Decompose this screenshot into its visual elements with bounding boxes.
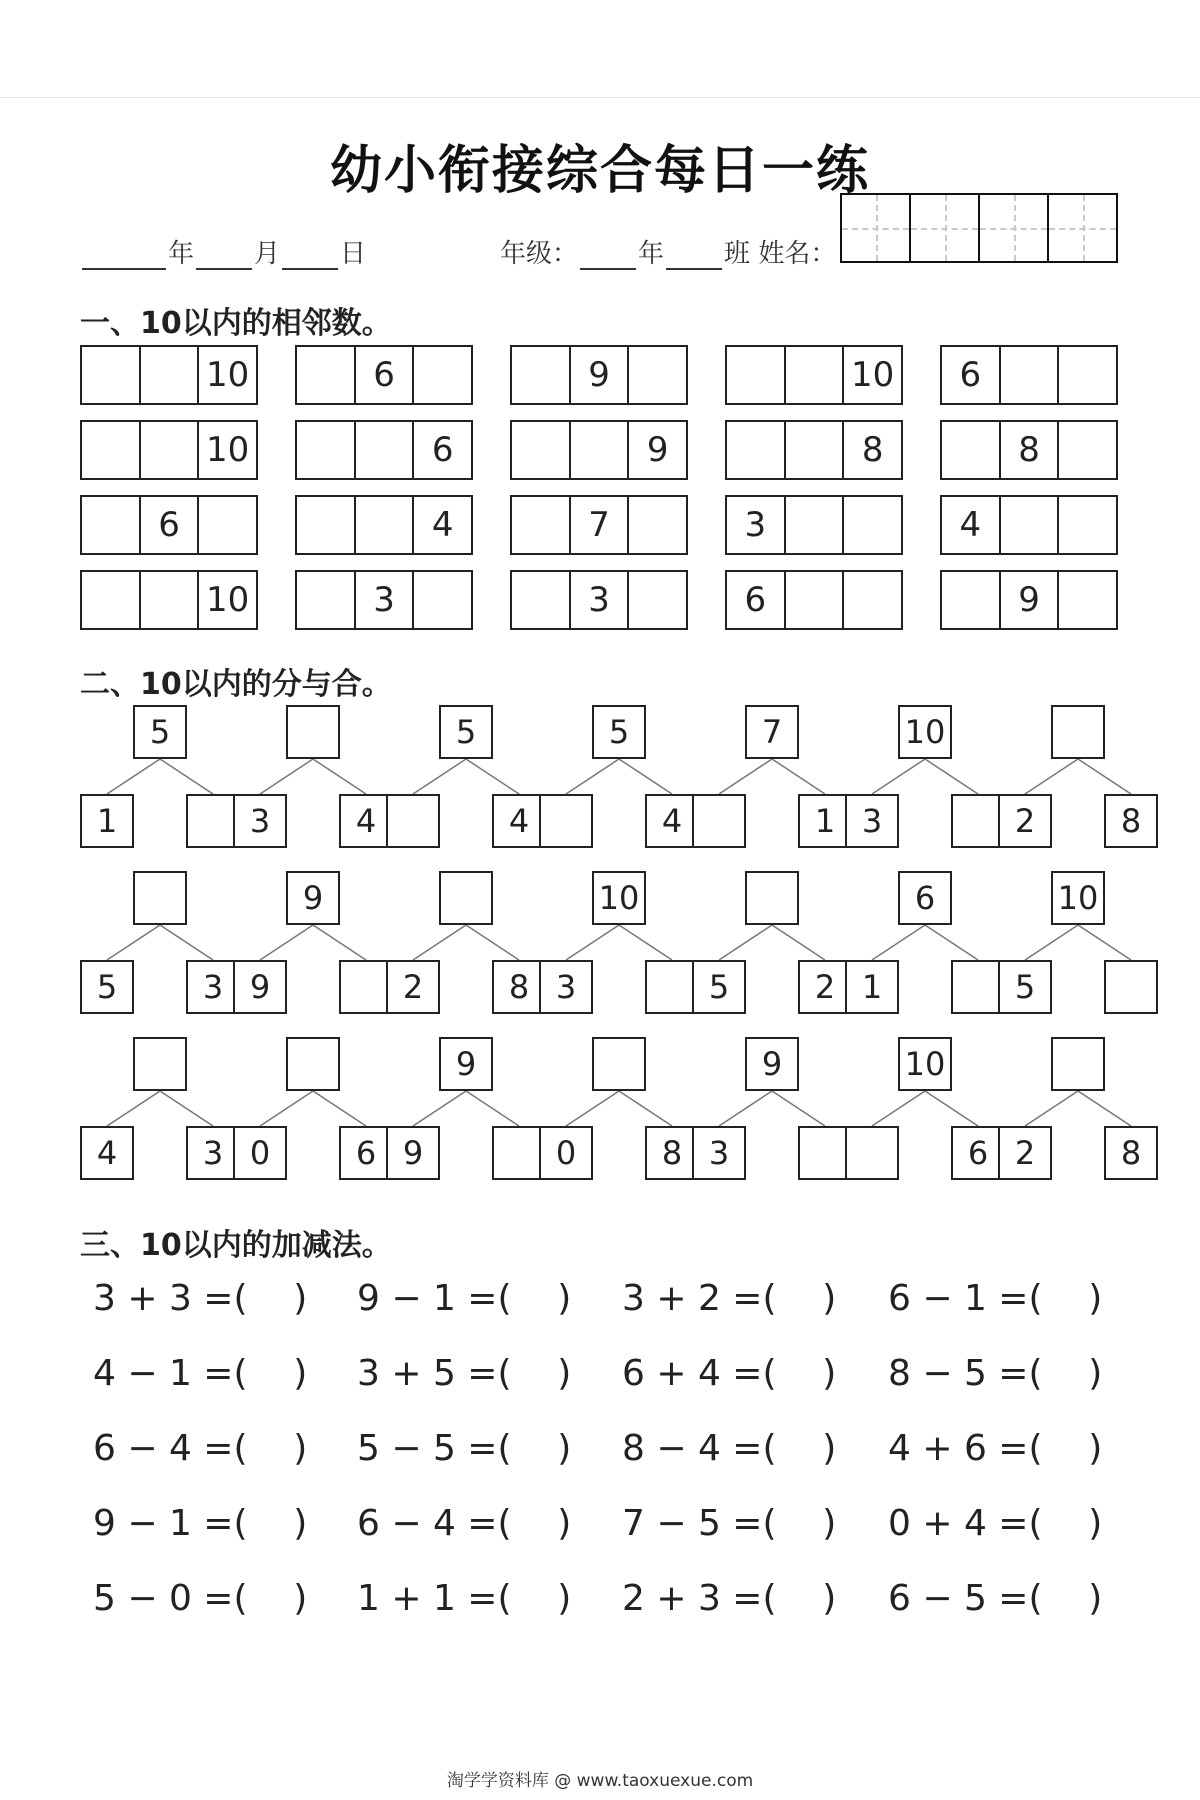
neighbor-given-number: 3 <box>571 572 630 628</box>
neighbor-given-number: 10 <box>206 580 250 620</box>
grade-year-label: 年 <box>638 239 665 269</box>
number-bond <box>998 1037 1158 1181</box>
neighbor-box-group <box>80 345 258 405</box>
class-label: 班 <box>724 239 751 269</box>
bond-top-answer-box[interactable] <box>1051 1037 1105 1091</box>
class-line <box>500 233 836 270</box>
neighbor-given-number: 6 <box>431 430 454 470</box>
bond-top-number: 5 <box>592 705 646 759</box>
year-blank[interactable] <box>82 246 166 270</box>
bond-left-number: 0 <box>233 1126 287 1180</box>
class-blank[interactable] <box>666 246 722 270</box>
bond-top-number: 5 <box>133 705 187 759</box>
bond-left-number: 2 <box>386 960 440 1014</box>
name-grid-cell[interactable] <box>911 195 980 261</box>
number-bond <box>692 705 852 849</box>
neighbor-given-number: 9 <box>571 347 630 403</box>
day-label: 日 <box>340 239 367 269</box>
footer-watermark: 淘学学资料库 @ www.taoxuexue.com <box>446 1771 754 1791</box>
number-bond <box>80 1037 240 1181</box>
number-bond <box>692 871 852 1015</box>
neighbor-box-group <box>295 345 473 405</box>
neighbor-box-group <box>725 570 903 630</box>
neighbor-given-number: 9 <box>646 430 669 470</box>
equation-item[interactable]: 5 − 5 =( ) <box>357 1428 572 1469</box>
neighbor-answer-box[interactable] <box>844 497 901 553</box>
neighbor-box-group <box>510 420 688 480</box>
bond-top-answer-box[interactable] <box>1051 705 1105 759</box>
number-bond <box>539 705 699 849</box>
neighbor-answer-box[interactable] <box>786 422 845 478</box>
neighbor-given-number: 3 <box>356 572 415 628</box>
neighbor-box-group <box>80 570 258 630</box>
equation-item[interactable]: 6 + 4 =( ) <box>622 1353 837 1394</box>
neighbor-answer-box[interactable] <box>727 422 786 478</box>
date-line <box>80 233 366 270</box>
neighbor-box-group <box>940 420 1118 480</box>
neighbor-box-group <box>940 570 1118 630</box>
bond-left-number: 9 <box>233 960 287 1014</box>
equation-item[interactable]: 4 − 1 =( ) <box>93 1353 308 1394</box>
bond-left-answer-box[interactable] <box>845 1126 899 1180</box>
name-grid-cell[interactable] <box>1049 195 1116 261</box>
bond-right-answer-box[interactable] <box>645 960 699 1014</box>
number-bond <box>233 871 393 1015</box>
number-bond <box>998 871 1158 1015</box>
neighbor-given-number: 6 <box>942 347 1001 403</box>
neighbor-given-number: 8 <box>1001 422 1060 478</box>
bond-left-number: 3 <box>845 794 899 848</box>
top-divider <box>0 97 1200 98</box>
bond-right-answer-box[interactable] <box>492 1126 546 1180</box>
bond-top-number: 6 <box>898 871 952 925</box>
bond-left-number: 1 <box>80 794 134 848</box>
neighbor-answer-box[interactable] <box>942 422 1001 478</box>
bond-top-answer-box[interactable] <box>286 705 340 759</box>
bond-left-number: 3 <box>539 960 593 1014</box>
bond-top-number: 10 <box>592 871 646 925</box>
neighbor-given-number: 10 <box>206 430 250 470</box>
equation-item[interactable]: 0 + 4 =( ) <box>888 1503 1103 1544</box>
number-bond <box>386 705 546 849</box>
bond-right-number: 4 <box>339 794 393 848</box>
day-blank[interactable] <box>282 246 338 270</box>
bond-top-answer-box[interactable] <box>745 871 799 925</box>
bond-top-answer-box[interactable] <box>439 871 493 925</box>
number-bond <box>233 705 393 849</box>
neighbor-box-group <box>295 420 473 480</box>
bond-top-answer-box[interactable] <box>592 1037 646 1091</box>
neighbor-box-group <box>725 420 903 480</box>
neighbor-box-group <box>940 495 1118 555</box>
page-title: 幼小衔接综合每日一练 <box>329 141 870 201</box>
equation-item[interactable]: 8 − 5 =( ) <box>888 1353 1103 1394</box>
neighbor-given-number: 4 <box>942 497 1001 553</box>
equation-item[interactable]: 3 + 3 =( ) <box>93 1278 308 1319</box>
neighbor-answer-box[interactable] <box>1001 347 1060 403</box>
equation-item[interactable]: 8 − 4 =( ) <box>622 1428 837 1469</box>
neighbor-box-group <box>940 345 1118 405</box>
bond-right-number: 6 <box>339 1126 393 1180</box>
neighbor-answer-box[interactable] <box>297 347 356 403</box>
neighbor-answer-box[interactable] <box>512 572 571 628</box>
neighbor-given-number: 10 <box>206 355 250 395</box>
bond-right-number: 1 <box>798 794 852 848</box>
neighbor-box-group <box>510 570 688 630</box>
neighbor-answer-box[interactable] <box>356 422 415 478</box>
number-bond <box>386 1037 546 1181</box>
number-bond <box>845 705 1005 849</box>
bond-left-number: 0 <box>539 1126 593 1180</box>
bond-right-number: 8 <box>1104 1126 1158 1180</box>
neighbor-answer-box[interactable] <box>356 497 415 553</box>
bond-left-number: 2 <box>998 794 1052 848</box>
bond-right-answer-box[interactable] <box>186 794 240 848</box>
number-bond <box>845 871 1005 1015</box>
bond-top-number: 9 <box>439 1037 493 1091</box>
number-bond <box>233 1037 393 1181</box>
neighbor-answer-box[interactable] <box>844 572 901 628</box>
bond-right-number: 4 <box>645 794 699 848</box>
neighbor-answer-box[interactable] <box>571 422 630 478</box>
neighbor-answer-box[interactable] <box>82 422 141 478</box>
neighbor-box-group <box>510 345 688 405</box>
bond-top-number: 5 <box>439 705 493 759</box>
bond-left-answer-box[interactable] <box>539 794 593 848</box>
name-grid-cell[interactable] <box>842 195 911 261</box>
bond-top-number: 9 <box>286 871 340 925</box>
bond-left-number: 3 <box>692 1126 746 1180</box>
year-label: 年 <box>168 239 195 269</box>
equation-item[interactable]: 9 − 1 =( ) <box>357 1278 572 1319</box>
neighbor-answer-box[interactable] <box>629 497 686 553</box>
bond-right-answer-box[interactable] <box>1104 960 1158 1014</box>
bond-top-answer-box[interactable] <box>133 1037 187 1091</box>
bond-top-number: 10 <box>1051 871 1105 925</box>
bond-right-answer-box[interactable] <box>951 960 1005 1014</box>
neighbor-answer-box[interactable] <box>297 572 356 628</box>
bond-left-number: 5 <box>692 960 746 1014</box>
neighbor-answer-box[interactable] <box>786 572 845 628</box>
neighbor-answer-box[interactable] <box>141 422 200 478</box>
neighbor-answer-box[interactable] <box>786 497 845 553</box>
neighbor-given-number: 3 <box>727 497 786 553</box>
number-bond <box>998 705 1158 849</box>
neighbor-answer-box[interactable] <box>727 347 786 403</box>
equation-item[interactable]: 9 − 1 =( ) <box>93 1503 308 1544</box>
grade-label: 年级： <box>500 239 579 269</box>
equation-item[interactable]: 4 + 6 =( ) <box>888 1428 1103 1469</box>
bond-right-answer-box[interactable] <box>339 960 393 1014</box>
neighbor-answer-box[interactable] <box>629 572 686 628</box>
neighbor-answer-box[interactable] <box>1059 347 1116 403</box>
neighbor-answer-box[interactable] <box>1001 497 1060 553</box>
neighbor-answer-box[interactable] <box>414 347 471 403</box>
section-arithmetic-heading: 三、10以内的加减法。 <box>80 1228 392 1263</box>
number-bond <box>539 1037 699 1181</box>
neighbor-box-group <box>80 420 258 480</box>
bond-right-number: 8 <box>1104 794 1158 848</box>
neighbor-answer-box[interactable] <box>1059 422 1116 478</box>
equation-item[interactable]: 3 + 2 =( ) <box>622 1278 837 1319</box>
bond-left-number: 1 <box>845 960 899 1014</box>
bond-left-answer-box[interactable] <box>692 794 746 848</box>
bond-left-number: 4 <box>80 1126 134 1180</box>
section-neighbors-heading: 一、10以内的相邻数。 <box>80 306 392 341</box>
neighbor-box-group <box>725 345 903 405</box>
neighbor-given-number: 6 <box>727 572 786 628</box>
bond-right-number: 8 <box>645 1126 699 1180</box>
neighbor-answer-box[interactable] <box>199 497 256 553</box>
neighbor-answer-box[interactable] <box>1059 497 1116 553</box>
equation-item[interactable]: 2 + 3 =( ) <box>622 1578 837 1619</box>
neighbor-answer-box[interactable] <box>512 347 571 403</box>
bond-top-number: 7 <box>745 705 799 759</box>
number-bond <box>845 1037 1005 1181</box>
bond-left-number: 2 <box>998 1126 1052 1180</box>
name-writing-grid[interactable] <box>840 193 1118 263</box>
name-grid-cell[interactable] <box>980 195 1049 261</box>
equation-item[interactable]: 6 − 4 =( ) <box>93 1428 308 1469</box>
number-bond <box>80 705 240 849</box>
neighbor-given-number: 8 <box>861 430 884 470</box>
neighbor-answer-box[interactable] <box>512 497 571 553</box>
bond-top-number: 10 <box>898 1037 952 1091</box>
bond-right-number: 8 <box>492 960 546 1014</box>
number-bond <box>80 871 240 1015</box>
neighbor-given-number: 10 <box>851 355 895 395</box>
neighbor-answer-box[interactable] <box>297 422 356 478</box>
neighbor-answer-box[interactable] <box>82 572 141 628</box>
number-bond <box>386 871 546 1015</box>
bond-right-number: 6 <box>951 1126 1005 1180</box>
neighbor-given-number: 6 <box>356 347 415 403</box>
bond-left-number: 9 <box>386 1126 440 1180</box>
neighbor-box-group <box>725 495 903 555</box>
bond-right-answer-box[interactable] <box>798 1126 852 1180</box>
equation-item[interactable]: 3 + 5 =( ) <box>357 1353 572 1394</box>
bond-top-answer-box[interactable] <box>133 871 187 925</box>
neighbor-answer-box[interactable] <box>629 347 686 403</box>
neighbor-answer-box[interactable] <box>82 497 141 553</box>
number-bond <box>692 1037 852 1181</box>
bond-left-answer-box[interactable] <box>386 794 440 848</box>
bond-top-answer-box[interactable] <box>286 1037 340 1091</box>
neighbor-answer-box[interactable] <box>141 572 200 628</box>
equation-item[interactable]: 6 − 5 =( ) <box>888 1578 1103 1619</box>
neighbor-answer-box[interactable] <box>141 347 200 403</box>
equation-item[interactable]: 1 + 1 =( ) <box>357 1578 572 1619</box>
bond-right-number: 4 <box>492 794 546 848</box>
neighbor-answer-box[interactable] <box>297 497 356 553</box>
neighbor-given-number: 7 <box>571 497 630 553</box>
neighbor-box-group <box>80 495 258 555</box>
bond-left-number: 5 <box>80 960 134 1014</box>
neighbor-answer-box[interactable] <box>942 572 1001 628</box>
equation-item[interactable]: 6 − 1 =( ) <box>888 1278 1103 1319</box>
neighbor-given-number: 9 <box>1001 572 1060 628</box>
neighbor-answer-box[interactable] <box>786 347 845 403</box>
grade-blank[interactable] <box>580 246 636 270</box>
neighbor-given-number: 6 <box>141 497 200 553</box>
bond-left-number: 5 <box>998 960 1052 1014</box>
bond-right-number: 3 <box>186 1126 240 1180</box>
equation-item[interactable]: 5 − 0 =( ) <box>93 1578 308 1619</box>
neighbor-answer-box[interactable] <box>512 422 571 478</box>
name-label: 姓名： <box>758 239 837 269</box>
bond-right-number: 2 <box>798 960 852 1014</box>
neighbor-box-group <box>295 495 473 555</box>
number-bond <box>539 871 699 1015</box>
section-decompose-heading: 二、10以内的分与合。 <box>80 667 392 702</box>
neighbor-given-number: 4 <box>431 505 454 545</box>
bond-right-answer-box[interactable] <box>951 794 1005 848</box>
equation-item[interactable]: 6 − 4 =( ) <box>357 1503 572 1544</box>
equation-item[interactable]: 7 − 5 =( ) <box>622 1503 837 1544</box>
neighbor-answer-box[interactable] <box>414 572 471 628</box>
neighbor-answer-box[interactable] <box>82 347 141 403</box>
month-blank[interactable] <box>196 246 252 270</box>
bond-top-number: 9 <box>745 1037 799 1091</box>
neighbor-box-group <box>510 495 688 555</box>
month-label: 月 <box>254 239 281 269</box>
neighbor-box-group <box>295 570 473 630</box>
neighbor-answer-box[interactable] <box>1059 572 1116 628</box>
bond-left-number: 3 <box>233 794 287 848</box>
bond-top-number: 10 <box>898 705 952 759</box>
bond-right-number: 3 <box>186 960 240 1014</box>
